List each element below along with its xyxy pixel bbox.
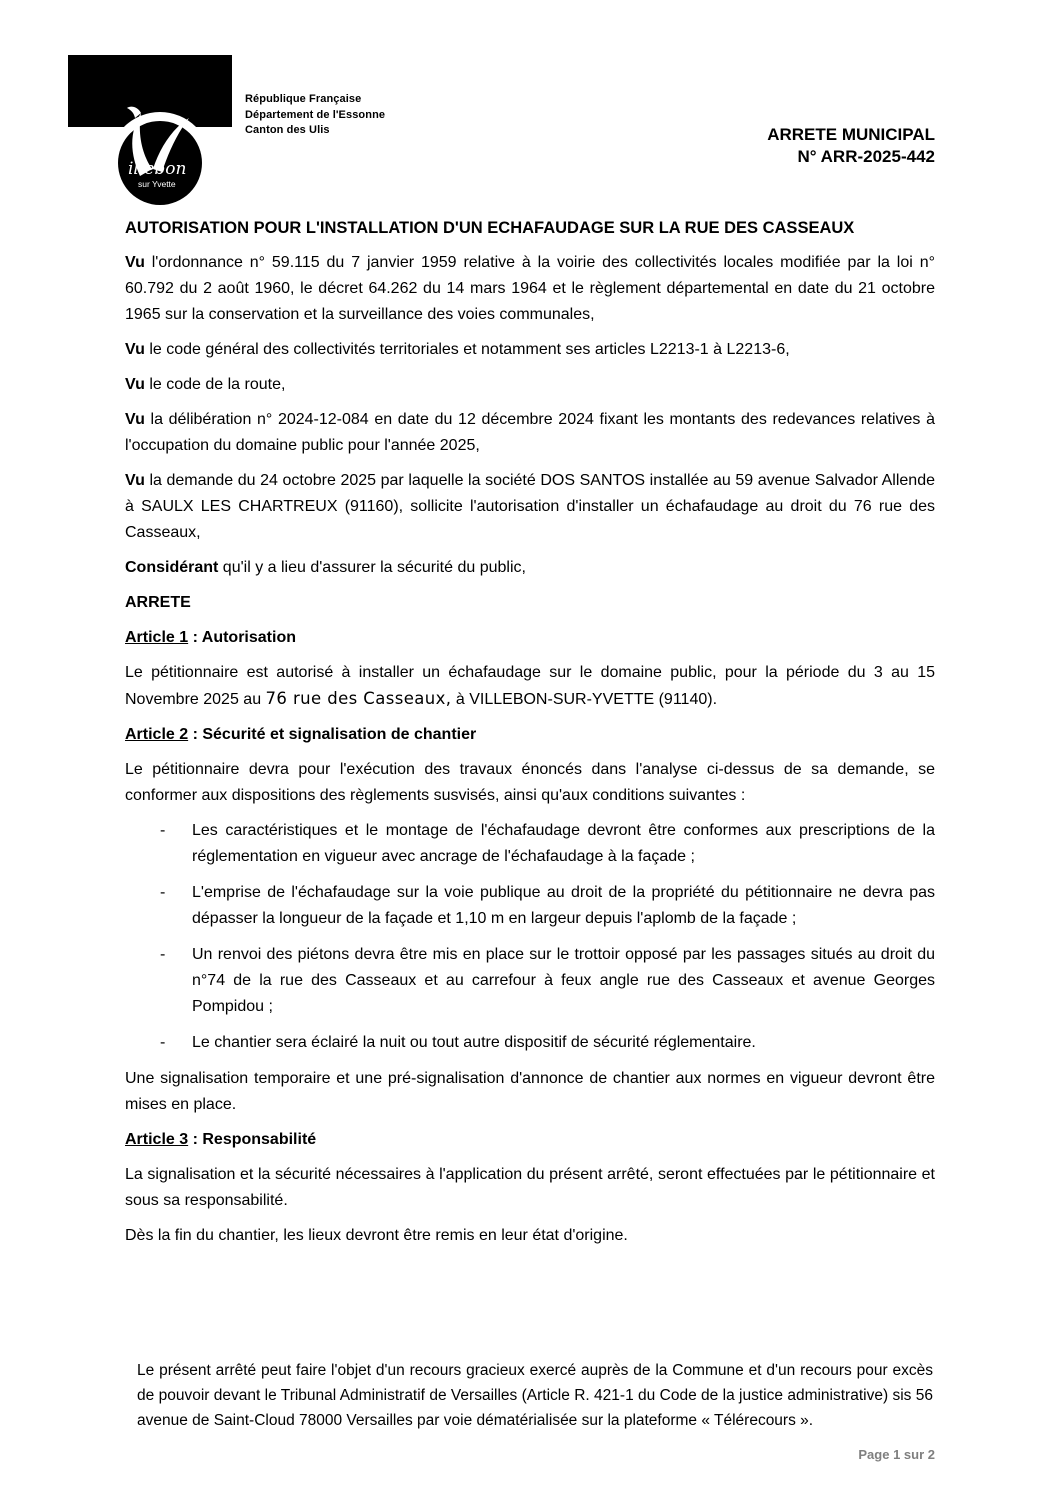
recital-4 <box>125 407 935 459</box>
recital-text: qu'il y a lieu d'assurer la sécurité du public, <box>222 559 526 576</box>
article-3-label: Article 3 <box>125 1131 189 1148</box>
recital-1 <box>125 250 935 328</box>
recital-text: la demande du 24 octobre 2025 par laquelle la société DOS SANTOS installée au 59 avenue Salvador Allende à SAULX LES CHARTREUX (91160), sollicite l'autorisation d'installer un échafaudage au droit du 76 rue des Casseaux, <box>125 472 935 541</box>
condition-item-4 <box>125 1030 935 1056</box>
villebon-sur-yvette-logo <box>68 55 238 210</box>
article-2-title: : Sécurité et signalisation de chantier <box>188 726 477 743</box>
recital-lead: Vu <box>125 341 145 358</box>
article-1-address: 76 rue des Casseaux, <box>265 689 452 708</box>
recital-lead: Vu <box>125 472 145 489</box>
recourse-notice: Le présent arrêté peut faire l'objet d'un recours gracieux exercé auprès de la Commune et d'un recours pour excès de pouvoir devant le Tribunal Administratif de Versailles (Article R. 421-1 du Code de la justice administrative) sis 56 avenue de Saint-Cloud 78000 Versailles par voie dématérialisée sur la plateforme « Télérecours ». <box>137 1362 933 1429</box>
article-1-label: Article 1 <box>125 629 189 646</box>
recital-3 <box>125 372 935 398</box>
condition-item-3 <box>125 942 935 1020</box>
article-1-body <box>125 660 935 713</box>
republic-line: République Française <box>245 93 362 105</box>
conditions-list <box>125 818 935 1056</box>
bullet-dash: - <box>160 1034 166 1051</box>
article-2-heading <box>125 722 935 748</box>
recital-lead: Vu <box>125 376 145 393</box>
article-3-title: : Responsabilité <box>188 1131 317 1148</box>
recital-text: le code général des collectivités territoriales et notamment ses articles L2213-1 à L2213-6, <box>149 341 790 358</box>
document-number: N° ARR-2025-442 <box>797 147 935 166</box>
article-3-paragraph-1: La signalisation et la sécurité nécessaires à l'application du présent arrêté, seront effectuées par le pétitionnaire et sous sa responsabilité. <box>125 1166 935 1209</box>
recital-lead: Considérant <box>125 559 219 576</box>
article-1-text-after: à VILLEBON-SUR-YVETTE (91140). <box>451 691 718 708</box>
article-3-paragraph-2: Dès la fin du chantier, les lieux devront être remis en leur état d'origine. <box>125 1227 628 1244</box>
recital-lead: Vu <box>125 254 145 271</box>
logo-sub-name: sur Yvette <box>138 179 176 189</box>
article-3-heading <box>125 1127 935 1153</box>
bullet-dash: - <box>160 946 166 963</box>
decision-heading: ARRETE <box>125 594 191 611</box>
condition-text: Un renvoi des piétons devra être mis en place sur le trottoir opposé par les passages situés au droit du n°74 de la rue des Casseaux et au carrefour à feux angle rue des Casseaux et avenue Georges Pompidou ; <box>192 946 935 1015</box>
document-id-block <box>767 124 935 168</box>
administrative-heading <box>245 92 385 139</box>
condition-item-1 <box>125 818 935 870</box>
recital-text: l'ordonnance n° 59.115 du 7 janvier 1959 relative à la voirie des collectivités locales modifiée par la loi n° 60.792 du 2 août 1960, le décret 64.262 du 14 mars 1964 et le règlement départemental en date du 21 octobre 1965 sur la conservation et la surveillance des voies communales, <box>125 254 935 323</box>
document-body <box>125 215 935 1258</box>
bullet-dash: - <box>160 822 166 839</box>
recital-text: le code de la route, <box>149 376 286 393</box>
article-1-heading <box>125 625 935 651</box>
condition-item-2 <box>125 880 935 932</box>
recital-considerant <box>125 555 935 581</box>
recital-text: la délibération n° 2024-12-084 en date du 12 décembre 2024 fixant les montants des redevances relatives à l'occupation du domaine public pour l'année 2025, <box>125 411 935 454</box>
condition-text: Le chantier sera éclairé la nuit ou tout autre dispositif de sécurité réglementaire. <box>192 1034 756 1051</box>
document-type: ARRETE MUNICIPAL <box>767 125 935 144</box>
recital-5 <box>125 468 935 546</box>
department-line: Département de l'Essonne <box>245 108 386 121</box>
recital-2 <box>125 337 935 363</box>
article-1-text-before: Le pétitionnaire est autorisé à installer un échafaudage sur le domaine public, pour la période du 3 au 15 Novembre 2025 au <box>125 664 935 708</box>
condition-text: L'emprise de l'échafaudage sur la voie publique au droit de la propriété du pétitionnaire ne devra pas dépasser la longueur de la façade et 1,10 m en largeur depuis l'aplomb de la façade ; <box>192 884 935 927</box>
article-2-intro: Le pétitionnaire devra pour l'exécution des travaux énoncés dans l'analyse ci-dessus de sa demande, se conformer aux dispositions des règlements susvisés, ainsi qu'aux conditions suivantes : <box>125 761 935 804</box>
recital-lead: Vu <box>125 411 145 428</box>
logo-script-name: illebon <box>128 159 187 179</box>
article-1-title: : Autorisation <box>188 629 296 646</box>
condition-text: Les caractéristiques et le montage de l'échafaudage devront être conformes aux prescriptions de la réglementation en vigueur avec ancrage de l'échafaudage à la façade ; <box>192 822 935 865</box>
document-title: AUTORISATION POUR L'INSTALLATION D'UN ECHAFAUDAGE SUR LA RUE DES CASSEAUX <box>125 219 855 237</box>
article-2-outro: Une signalisation temporaire et une pré-signalisation d'annonce de chantier aux normes en vigueur devront être mises en place. <box>125 1070 935 1113</box>
article-2-label: Article 2 <box>125 726 189 743</box>
page-indicator: Page 1 sur 2 <box>858 1447 935 1462</box>
bullet-dash: - <box>160 884 166 901</box>
canton-line: Canton des Ulis <box>245 124 330 136</box>
